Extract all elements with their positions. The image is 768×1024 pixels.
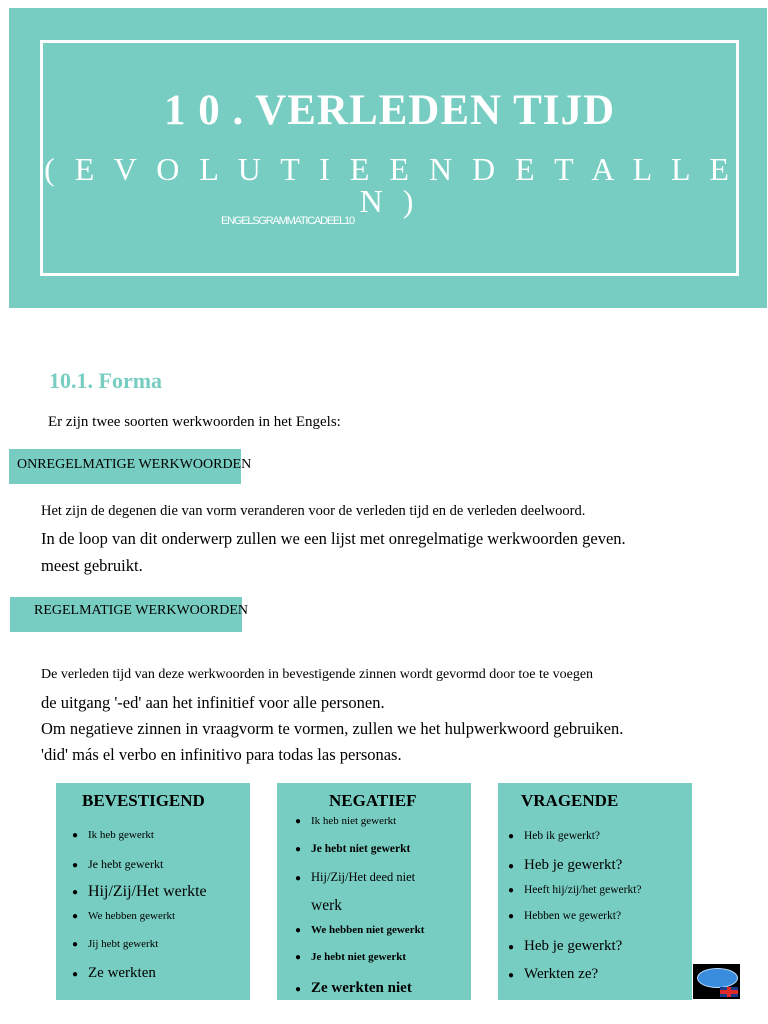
regular-line-3: Om negatieve zinnen in vraagvorm te vormen, zullen we het hulpwerkwoord gebruiken. (41, 719, 624, 738)
list-item: ● Ik heb niet gewerkt (311, 815, 396, 827)
list-item: ● Heb ik gewerkt? (524, 830, 600, 842)
list-item: ● Hij/Zij/Het werkte (88, 883, 207, 901)
page-subtitle: ( E V O L U T I E E N D E T A L L E N ) (44, 151, 735, 219)
logo-flag (720, 987, 738, 997)
intro-text: Er zijn twee soorten werkwoorden in het Engels: (48, 414, 341, 430)
list-item: ● Heb je gewerkt? (524, 938, 622, 955)
card-interrogative (498, 783, 692, 1000)
list-item: ● Ze werkten (88, 965, 156, 982)
list-item: ● We hebben gewerkt (88, 910, 175, 922)
list-item: ● Ik heb gewerkt (88, 829, 154, 841)
card-heading: BEVESTIGEND (82, 791, 205, 810)
irregular-label: ONREGELMATIGE WERKWOORDEN (17, 457, 252, 472)
page-title: 1 0 . VERLEDEN TIJD (163, 87, 616, 134)
section-heading: 10.1. Forma (49, 368, 163, 393)
regular-line-2: de uitgang '-ed' aan het infinitief voor alle personen. (41, 693, 385, 712)
list-item: ● Jij hebt gewerkt (88, 938, 158, 950)
list-item: ● Werkten ze? (524, 966, 598, 983)
list-item: ● Hij/Zij/Het deed niet (311, 870, 415, 885)
card-heading: NEGATIEF (329, 791, 417, 810)
regular-line-1: De verleden tijd van deze werkwoorden in bevestigende zinnen wordt gevormd door toe te voegen (41, 667, 594, 682)
page-tagline: ENGELSGRAMMATICADEEL10 (221, 215, 354, 227)
list-item: ● Heb je gewerkt? (524, 857, 622, 874)
speech-bubble-uk-flag-icon (693, 964, 740, 999)
regular-label: REGELMATIGE WERKWOORDEN (34, 603, 248, 618)
list-item: ● Ze werkten niet (311, 980, 412, 997)
list-item: ● Je hebt niet gewerkt (311, 843, 410, 855)
list-item: ● Je hebt gewerkt (88, 857, 163, 872)
list-item: ● We hebben niet gewerkt (311, 924, 424, 936)
irregular-line-2: In de loop van dit onderwerp zullen we een lijst met onregelmatige werkwoorden geven. (41, 529, 626, 548)
list-item: ● Hebben we gewerkt? (524, 910, 621, 922)
header-frame (40, 40, 739, 276)
list-item: werk (311, 897, 342, 914)
list-item: ● Heeft hij/zij/het gewerkt? (524, 884, 642, 896)
irregular-line-3: meest gebruikt. (41, 556, 143, 575)
card-heading: VRAGENDE (521, 791, 619, 810)
card-affirmative (56, 783, 250, 1000)
logo-bubble (697, 968, 738, 988)
irregular-line-1: Het zijn de degenen die van vorm veranderen voor de verleden tijd en de verleden deelwoord. (41, 503, 586, 519)
card-negative (277, 783, 471, 1000)
list-item: ● Je hebt niet gewerkt (311, 951, 406, 963)
regular-line-4: 'did' más el verbo en infinitivo para todas las personas. (41, 745, 402, 764)
header-banner (9, 8, 767, 308)
